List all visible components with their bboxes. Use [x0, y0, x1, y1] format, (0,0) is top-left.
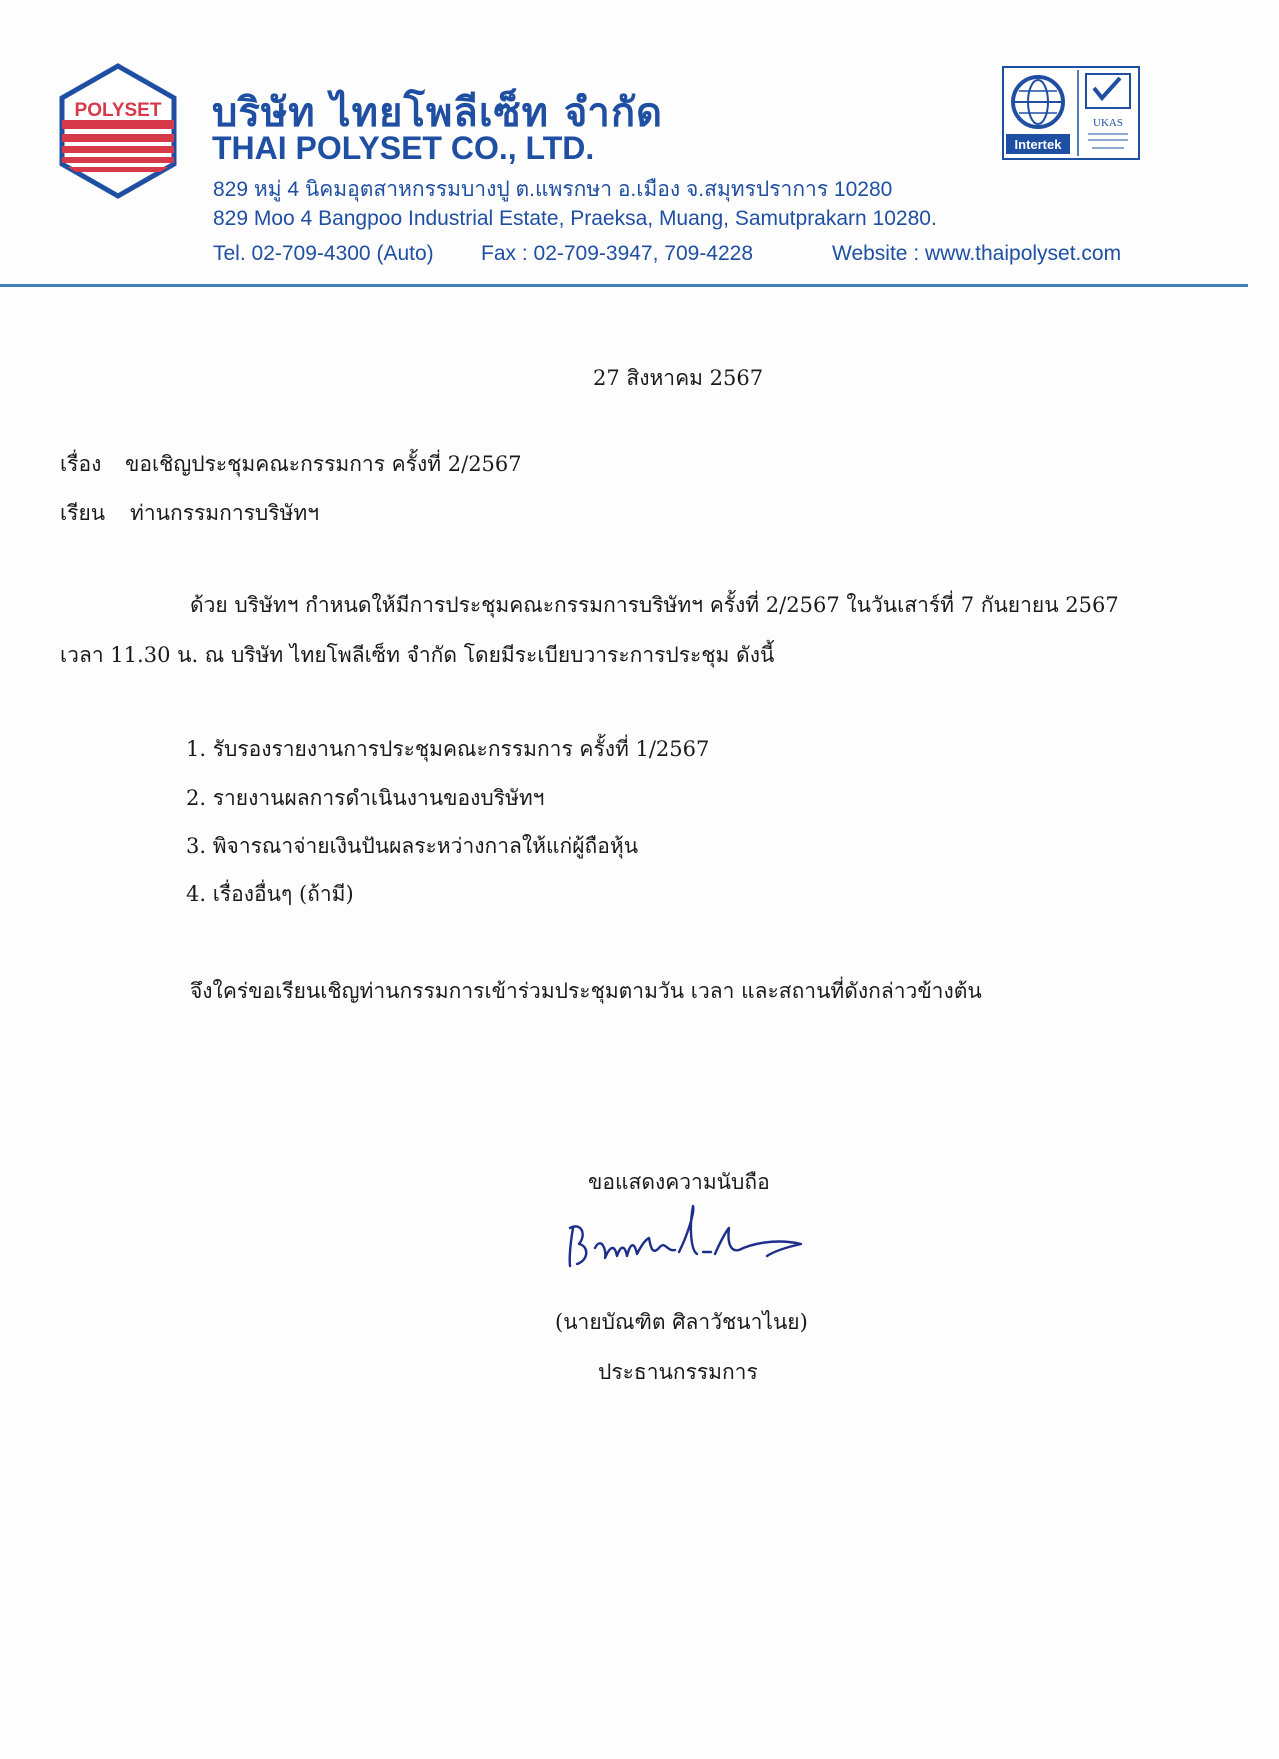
svg-text:POLYSET: POLYSET	[74, 100, 162, 121]
signer-name: (นายบัณฑิต ศิลาวัชนาไนย)	[555, 1310, 808, 1334]
polyset-logo	[56, 62, 180, 200]
address-english: 829 Moo 4 Bangpoo Industrial Estate, Praeksa, Muang, Samutprakarn 10280.	[213, 207, 937, 230]
paragraph-line-2: เวลา 11.30 น. ณ บริษัท ไทยโพลีเซ็ท จำกัด โดยมีระเบียบวาระการประชุม ดังนี้	[60, 643, 775, 667]
address-thai: 829 หมู่ 4 นิคมอุตสาหกรรมบางปู ต.แพรกษา อ.เมือง จ.สมุทรปราการ 10280	[213, 178, 893, 201]
subject-label: เรื่อง	[60, 452, 102, 476]
company-name-english: THAI POLYSET CO., LTD.	[212, 130, 595, 166]
closing-sentence: จึงใคร่ขอเรียนเชิญท่านกรรมการเข้าร่วมประชุมตามวัน เวลา และสถานที่ดังกล่าวข้างต้น	[190, 979, 982, 1003]
fax: Fax : 02-709-3947, 709-4228	[481, 242, 754, 265]
regards-text: ขอแสดงความนับถือ	[588, 1170, 770, 1194]
signer-title: ประธานกรรมการ	[598, 1360, 758, 1384]
recipient-label: เรียน	[60, 501, 106, 525]
agenda-item-2: 2. รายงานผลการดำเนินงานของบริษัทฯ	[186, 786, 545, 810]
agenda-item-1: 1. รับรองรายงานการประชุมคณะกรรมการ ครั้งที่ 1/2567	[186, 737, 710, 761]
certification-marks	[1002, 66, 1140, 160]
letter-date: 27 สิงหาคม 2567	[593, 366, 764, 390]
svg-text:Intertek: Intertek	[1014, 137, 1062, 152]
company-name-thai: บริษัท ไทยโพลีเซ็ท จำกัด	[212, 90, 664, 136]
header-divider	[0, 284, 1248, 287]
svg-text:UKAS: UKAS	[1093, 117, 1123, 129]
paragraph-line-1: ด้วย บริษัทฯ กำหนดให้มีการประชุมคณะกรรมการบริษัทฯ ครั้งที่ 2/2567 ในวันเสาร์ที่ 7 กันยายน 2567	[190, 593, 1119, 617]
website-link[interactable]: Website : www.thaipolyset.com	[832, 242, 1122, 265]
signature	[555, 1200, 845, 1280]
telephone: Tel. 02-709-4300 (Auto)	[213, 242, 434, 265]
agenda-item-4: 4. เรื่องอื่นๆ (ถ้ามี)	[186, 882, 354, 906]
subject-text: ขอเชิญประชุมคณะกรรมการ ครั้งที่ 2/2567	[125, 452, 522, 476]
agenda-item-3: 3. พิจารณาจ่ายเงินปันผลระหว่างกาลให้แก่ผู้ถือหุ้น	[186, 834, 639, 858]
recipient-text: ท่านกรรมการบริษัทฯ	[130, 501, 319, 525]
